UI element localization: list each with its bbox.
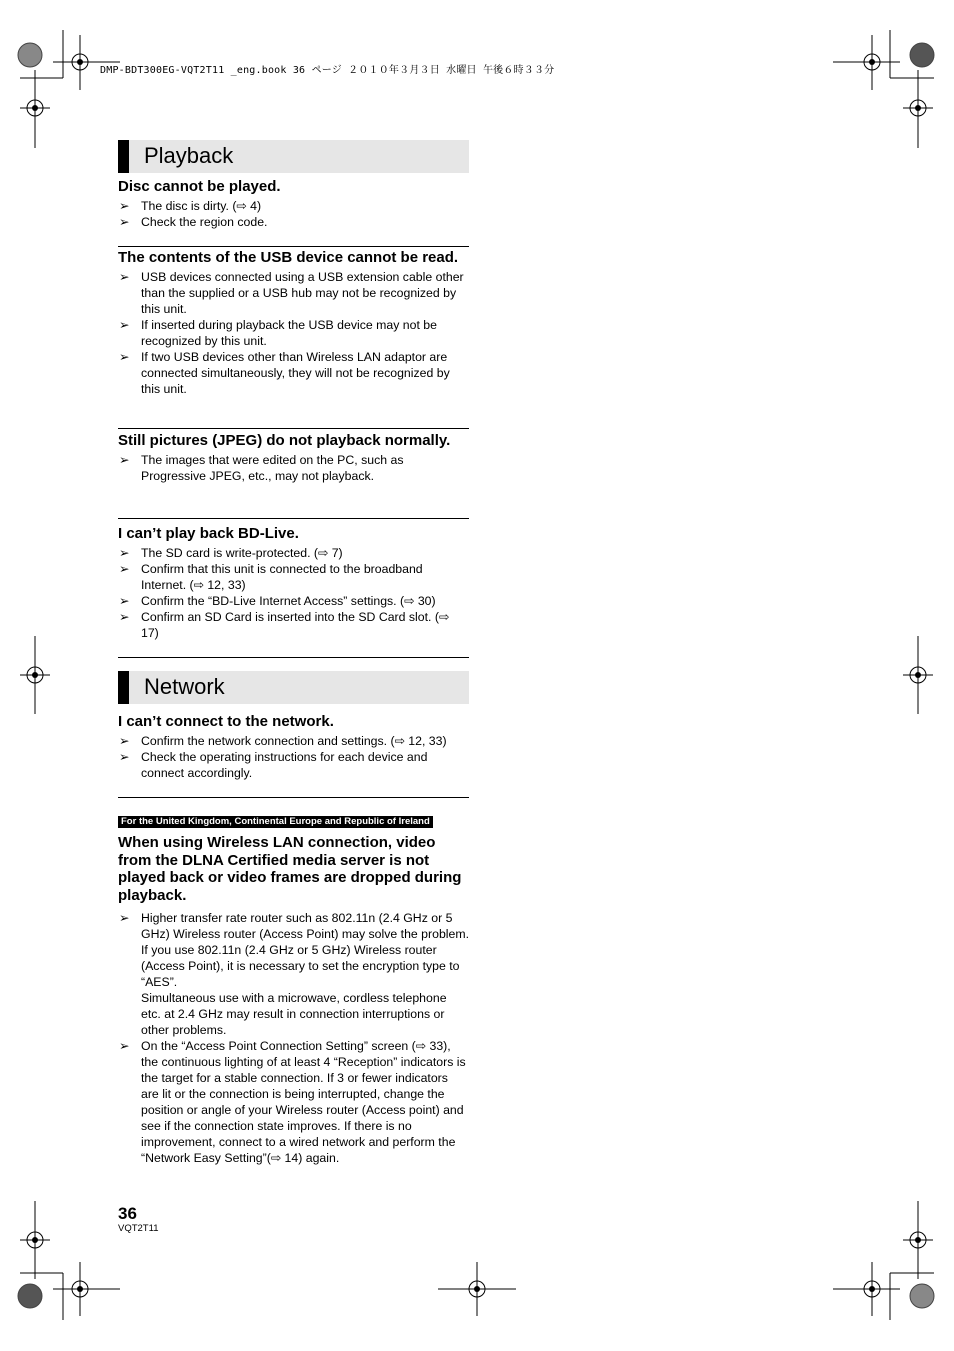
section-marker — [118, 140, 129, 173]
arrow-bullet-icon: ➢ — [119, 453, 130, 467]
arrow-bullet-icon: ➢ — [119, 911, 130, 925]
divider — [118, 428, 469, 429]
arrow-bullet-icon: ➢ — [119, 318, 130, 332]
group-heading: When using Wireless LAN connection, video from the DLNA Certified media server is not played back or video frames are dropped during playback. — [118, 834, 462, 904]
list-item: ➢ Confirm the “BD-Live Internet Access” settings. (⇨ 30) — [119, 594, 436, 608]
divider — [118, 797, 469, 798]
section-title-network: Network — [144, 674, 225, 699]
network-section-bar — [118, 671, 469, 704]
group-bdlive — [118, 525, 469, 641]
group-usb — [118, 249, 469, 397]
list-item: ➢ Confirm the network connection and settings. (⇨ 12, 33) — [119, 734, 447, 748]
list-item: ➢ On the “Access Point Connection Setting” screen (⇨ 33), the continuous lighting of at least 4 “Reception” indicators is the target for a stable connection. If 3 or fewer indicators are lit or the connection is being interrupted, change the position or angle of your Wireless router (Access point) and see if the connection state improves. If there is no improvement, connect to a wired network and perform the “Network Easy Setting”(⇨ 14) again. — [119, 1039, 466, 1165]
list-item: ➢ Check the operating instructions for each device and connect accordingly. — [119, 750, 428, 780]
arrow-bullet-icon: ➢ — [119, 546, 130, 560]
group-heading: I can’t play back BD-Live. — [118, 525, 299, 542]
divider — [118, 657, 469, 658]
group-heading: Disc cannot be played. — [118, 178, 281, 195]
group-heading: I can’t connect to the network. — [118, 713, 334, 730]
group-disc — [118, 178, 469, 230]
list-item: ➢ The SD card is write-protected. (⇨ 7) — [119, 546, 343, 560]
arrow-bullet-icon: ➢ — [119, 215, 130, 229]
model-code: VQT2T11 — [118, 1223, 159, 1234]
section-marker — [118, 671, 129, 704]
group-heading: Still pictures (JPEG) do not playback normally. — [118, 432, 451, 449]
playback-section-bar — [118, 140, 469, 173]
group-heading: The contents of the USB device cannot be read. — [118, 249, 459, 266]
arrow-bullet-icon: ➢ — [119, 610, 130, 624]
region-badge: For the United Kingdom, Continental Europe and Republic of Ireland — [118, 816, 433, 828]
section-title-playback: Playback — [144, 143, 234, 168]
list-item: ➢ The disc is dirty. (⇨ 4) — [119, 199, 262, 213]
list-item: ➢ Higher transfer rate router such as 802.11n (2.4 GHz or 5 GHz) Wireless router (Access Point) may solve the problem. If you use 802.11n (2.4 GHz or 5 GHz) Wireless router (Access Point), it is necessary to set the encryption type to “AES”. Simultaneous use with a microwave, cordless telephone etc. at 2.4 GHz may result in connection interruptions or other problems. — [119, 911, 470, 1037]
list-item: ➢ If two USB devices other than Wireless LAN adaptor are connected simultaneously, they will not be recognized by this unit. — [119, 350, 450, 396]
print-header: DMP-BDT300EG-VQT2T11 _eng.book 36 ページ ２０１０年３月３日 水曜日 午後６時３３分 — [100, 65, 555, 76]
group-connect — [118, 713, 469, 781]
group-wireless — [118, 811, 469, 1166]
list-item: ➢ USB devices connected using a USB extension cable other than the supplied or a USB hub may not be recognized by this unit. — [119, 270, 464, 316]
arrow-bullet-icon: ➢ — [119, 594, 130, 608]
arrow-bullet-icon: ➢ — [119, 1039, 130, 1053]
list-item: ➢ Confirm an SD Card is inserted into the SD Card slot. (⇨ 17) — [119, 610, 450, 640]
arrow-bullet-icon: ➢ — [119, 350, 130, 364]
list-item: ➢ Check the region code. — [119, 215, 268, 229]
arrow-bullet-icon: ➢ — [119, 562, 130, 576]
group-jpeg — [118, 432, 469, 484]
arrow-bullet-icon: ➢ — [119, 199, 130, 213]
arrow-bullet-icon: ➢ — [119, 750, 130, 764]
page-number: 36 — [118, 1204, 137, 1223]
arrow-bullet-icon: ➢ — [119, 270, 130, 284]
list-item: ➢ The images that were edited on the PC, such as Progressive JPEG, etc., may not playback. — [119, 453, 404, 483]
list-item: ➢ If inserted during playback the USB device may not be recognized by this unit. — [119, 318, 437, 348]
divider — [118, 518, 469, 519]
list-item: ➢ Confirm that this unit is connected to the broadband Internet. (⇨ 12, 33) — [119, 562, 423, 592]
arrow-bullet-icon: ➢ — [119, 734, 130, 748]
divider — [118, 246, 469, 247]
